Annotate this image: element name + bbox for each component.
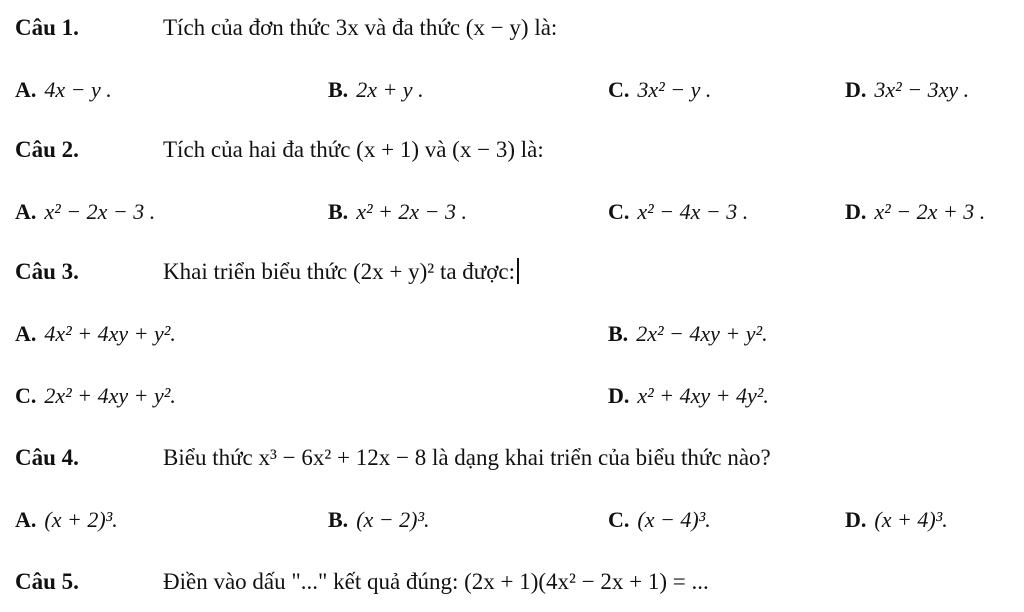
option-c: [608, 192, 748, 232]
option-label: D.: [845, 199, 867, 224]
question-3: [0, 252, 1024, 292]
option-value: (x + 4)³.: [874, 507, 948, 532]
option-label: B.: [608, 321, 629, 346]
option-label: C.: [608, 77, 630, 102]
question-2: [0, 130, 1024, 170]
option-value: 2x² + 4xy + y².: [44, 383, 176, 408]
option-label: A.: [15, 321, 37, 346]
option-label: A.: [15, 77, 37, 102]
option-value: 3x² − y .: [637, 77, 712, 102]
question-text: Biểu thức x³ − 6x² + 12x − 8 là dạng khai triển của biểu thức nào?: [163, 445, 771, 470]
option-value: 4x − y .: [44, 77, 112, 102]
option-value: (x − 2)³.: [356, 507, 430, 532]
option-label: B.: [328, 507, 349, 532]
option-d: [845, 500, 948, 540]
option-label: B.: [328, 199, 349, 224]
question-number: Câu 4.: [15, 445, 79, 470]
option-value: x² + 4xy + 4y².: [637, 383, 769, 408]
option-a: [15, 314, 176, 354]
option-a: [15, 70, 112, 110]
option-c: [15, 376, 176, 416]
question-text: [163, 252, 519, 292]
question-text: Điền vào dấu "..." kết quả đúng: (2x + 1)(4x² − 2x + 1) = ...: [163, 569, 709, 594]
option-label: D.: [845, 77, 867, 102]
option-value: x² − 2x − 3 .: [44, 199, 156, 224]
question-number: Câu 2.: [15, 137, 79, 162]
option-label: A.: [15, 199, 37, 224]
option-label: C.: [608, 507, 630, 532]
question-text-content: Khai triển biểu thức (2x + y)² ta được:: [163, 259, 516, 284]
question-number: Câu 5.: [15, 569, 79, 594]
option-label: D.: [845, 507, 867, 532]
option-label: C.: [608, 199, 630, 224]
option-value: 4x² + 4xy + y².: [44, 321, 176, 346]
option-b: [328, 500, 430, 540]
option-b: [328, 192, 467, 232]
option-d: [608, 376, 769, 416]
option-label: C.: [15, 383, 37, 408]
option-d: [845, 192, 985, 232]
option-c: [608, 70, 711, 110]
option-label: B.: [328, 77, 349, 102]
question-2-options: [0, 192, 1024, 232]
option-value: x² − 4x − 3 .: [637, 199, 749, 224]
question-1: [0, 8, 1024, 48]
question-3-options-row-1: [0, 314, 1024, 354]
option-b: [608, 314, 768, 354]
option-a: [15, 500, 118, 540]
option-value: (x − 4)³.: [637, 507, 711, 532]
question-number: Câu 1.: [15, 15, 79, 40]
option-value: 2x² − 4xy + y².: [636, 321, 768, 346]
question-3-options-row-2: [0, 376, 1024, 416]
option-a: [15, 192, 155, 232]
option-label: A.: [15, 507, 37, 532]
question-number: Câu 3.: [15, 259, 79, 284]
question-1-options: [0, 70, 1024, 110]
text-cursor: [517, 258, 519, 284]
option-value: x² − 2x + 3 .: [874, 199, 986, 224]
question-4: [0, 438, 1024, 478]
option-value: (x + 2)³.: [44, 507, 118, 532]
option-c: [608, 500, 711, 540]
question-text: Tích của đơn thức 3x và đa thức (x − y) là:: [163, 15, 558, 40]
option-b: [328, 70, 424, 110]
option-value: 2x + y .: [356, 77, 424, 102]
question-4-options: [0, 500, 1024, 540]
option-value: 3x² − 3xy .: [874, 77, 970, 102]
option-d: [845, 70, 969, 110]
question-5: [0, 562, 1024, 602]
option-label: D.: [608, 383, 630, 408]
question-text: Tích của hai đa thức (x + 1) và (x − 3) là:: [163, 137, 544, 162]
option-value: x² + 2x − 3 .: [356, 199, 468, 224]
